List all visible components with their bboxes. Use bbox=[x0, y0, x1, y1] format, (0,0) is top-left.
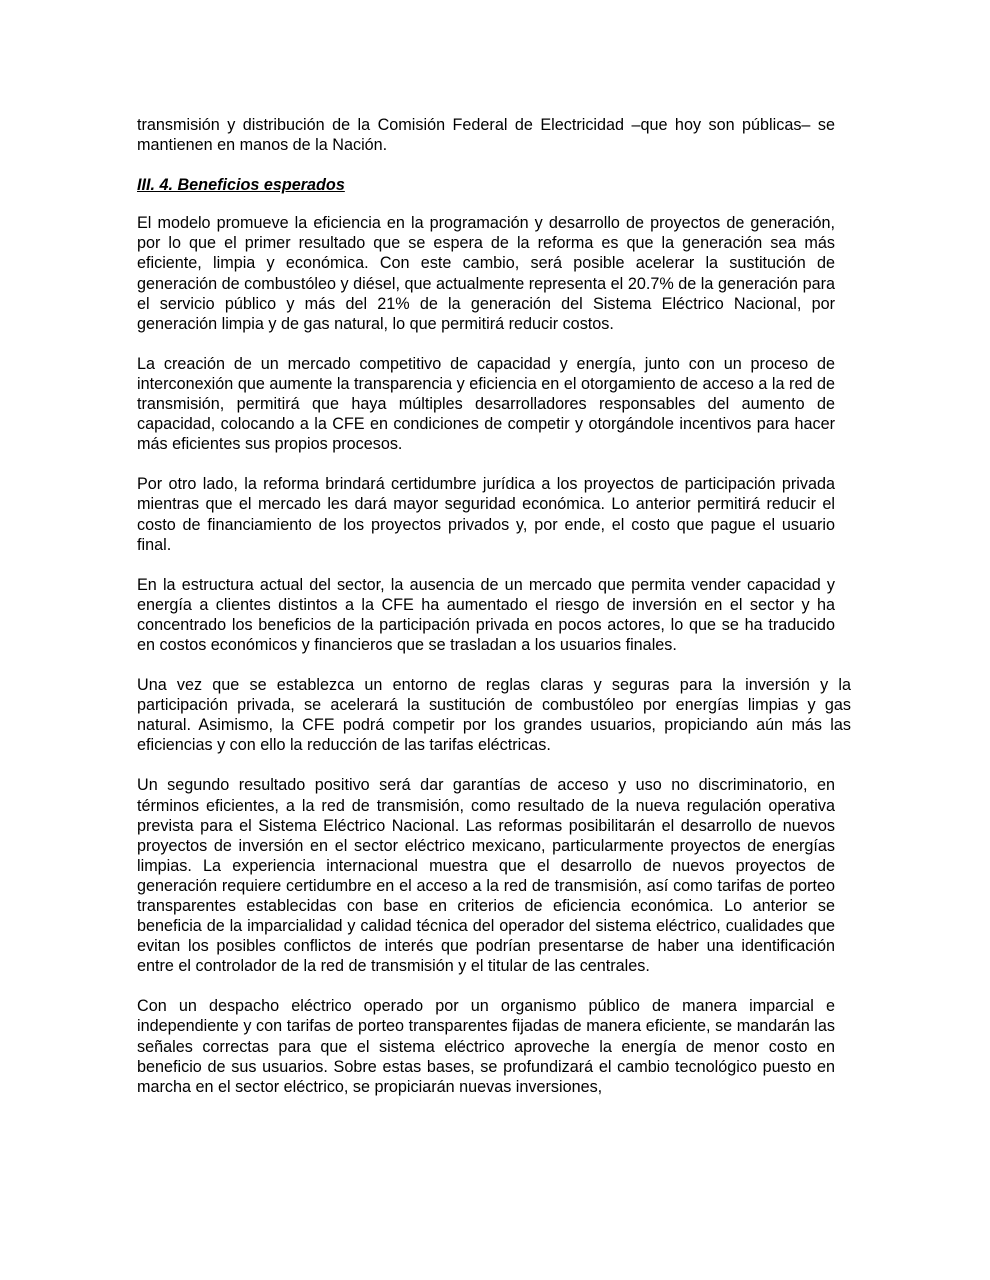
intro-paragraph: transmisión y distribución de la Comisión Federal de Electricidad –que hoy son públicas– se mantienen en manos de la Nación. bbox=[137, 116, 835, 155]
paragraph-4: En la estructura actual del sector, la ausencia de un mercado que permita vender capacidad y energía a clientes distintos a la CFE ha aumentado el riesgo de inversión en el sector y ha concentrado los beneficios de la participación privada en pocos actores, lo que se ha traducido en costos económicos y financieros que se trasladan a los usuarios finales. bbox=[137, 575, 835, 654]
paragraph-1: El modelo promueve la eficiencia en la programación y desarrollo de proyectos de generación, por lo que el primer resultado que se espera de la reforma es que la generación sea más eficiente, limpia y económica. Con este cambio, será posible acelerar la sustitución de generación de combustóleo y diésel, que actualmente representa el 20.7% de la generación para el servicio público y más del 21% de la generación del Sistema Eléctrico Nacional, por generación limpia y de gas natural, lo que permitirá reducir costos. bbox=[137, 214, 835, 333]
paragraph-7: Con un despacho eléctrico operado por un organismo público de manera imparcial e independiente y con tarifas de porteo transparentes fijadas de manera eficiente, se mandarán las señales correctas para que el sistema eléctrico aproveche la energía de menor costo en beneficio de sus usuarios. Sobre estas bases, se profundizará el cambio tecnológico puesto en marcha en el sector eléctrico, se propiciarán nuevas inversiones, bbox=[137, 997, 835, 1096]
paragraph-6: Un segundo resultado positivo será dar garantías de acceso y uso no discriminatorio, en términos eficientes, a la red de transmisión, como resultado de la nueva regulación operativa prevista para el Sistema Eléctrico Nacional. Las reformas posibilitarán el desarrollo de nuevos proyectos de inversión en el sector eléctrico mexicano, particularmente proyectos de energías limpias. La experiencia internacional muestra que el desarrollo de nuevos proyectos de generación requiere certidumbre en el acceso a la red de transmisión, así como tarifas de porteo transparentes establecidas con base en criterios de eficiencia económica. Lo anterior se beneficia de la imparcialidad y calidad técnica del operador del sistema eléctrico, cualidades que evitan los posibles conflictos de interés que podrían presentarse de haber una identificación entre el controlador de la red de transmisión y el titular de las centrales. bbox=[137, 776, 835, 976]
paragraph-3: Por otro lado, la reforma brindará certidumbre jurídica a los proyectos de participación privada mientras que el mercado les dará mayor seguridad económica. Lo anterior permitirá reducir el costo de financiamiento de los proyectos privados y, por ende, el costo que pague el usuario final. bbox=[137, 475, 835, 554]
paragraph-5: Una vez que se establezca un entorno de reglas claras y seguras para la inversión y la participación privada, se acelerará la sustitución de combustóleo por energías limpias y gas natural. Asimismo, la CFE podrá competir por los grandes usuarios, propiciando aún más las eficiencias y con ello la reducción de las tarifas eléctricas. bbox=[137, 676, 851, 755]
section-heading: III. 4. Beneficios esperados bbox=[137, 176, 345, 195]
paragraph-2: La creación de un mercado competitivo de capacidad y energía, junto con un proceso de interconexión que aumente la transparencia y eficiencia en el otorgamiento de acceso a la red de transmisión, permitirá que haya múltiples desarrolladores responsables del aumento de capacidad, colocando a la CFE en condiciones de competir y otorgándole incentivos para hacer más eficientes sus propios procesos. bbox=[137, 354, 835, 454]
document-page bbox=[137, 115, 851, 1117]
